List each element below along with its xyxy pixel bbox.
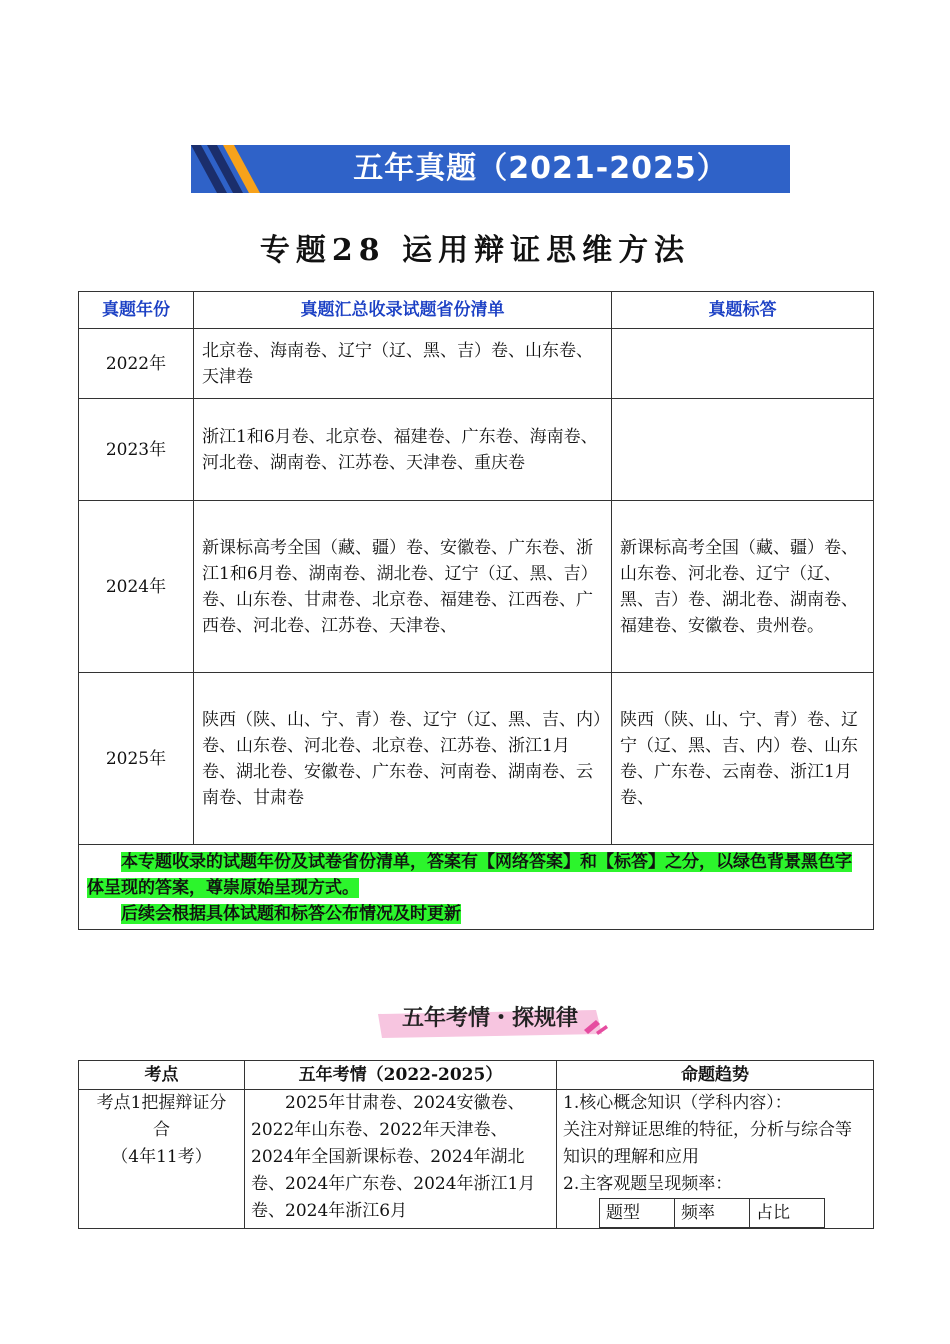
point-name: 考点1把握辩证分合	[96, 1093, 227, 1140]
trend-cell	[557, 1090, 874, 1229]
trend-line-2: 关注对辩证思维的特征，分析与综合等知识的理解和应用	[563, 1120, 852, 1167]
note-row	[79, 845, 874, 930]
table-header-row	[79, 1061, 874, 1090]
banner-title: 五年真题（2021-2025）	[353, 151, 728, 186]
header-year: 真题年份	[79, 292, 194, 329]
point-cell	[79, 1090, 245, 1229]
header-answer: 真题标答	[612, 292, 874, 329]
table-row	[79, 329, 874, 399]
table-row	[79, 501, 874, 673]
table-header-row	[79, 292, 874, 329]
answer-cell	[612, 399, 874, 501]
answer-cell	[612, 329, 874, 399]
header-point: 考点	[79, 1061, 245, 1090]
table-header-row	[600, 1199, 825, 1228]
list-cell: 新课标高考全国（藏、疆）卷、安徽卷、广东卷、浙江1和6月卷、湖南卷、湖北卷、辽宁（辽、黑、吉）卷、山东卷、甘肃卷、北京卷、福建卷、江西卷、广西卷、河北卷、江苏卷、天津卷、	[194, 501, 612, 673]
year-cell: 2024年	[79, 501, 194, 673]
year-cell: 2023年	[79, 399, 194, 501]
papers-table	[78, 291, 874, 930]
header-list: 真题汇总收录试题省份清单	[194, 292, 612, 329]
table-row	[79, 1090, 874, 1229]
note-text: 本专题收录的试题年份及试卷省份清单，答案有【网络答案】和【标答】之分，以绿色背景黑色字体呈现的答案，尊崇原始呈现方式。	[87, 852, 852, 898]
exam-trend-table	[78, 1060, 874, 1229]
trend-line-3: 2.主客观题呈现频率：	[563, 1174, 733, 1194]
banner	[191, 145, 790, 193]
list-cell: 浙江1和6月卷、北京卷、福建卷、广东卷、海南卷、河北卷、湖南卷、江苏卷、天津卷、重庆卷	[194, 399, 612, 501]
table-row	[79, 399, 874, 501]
year-cell: 2025年	[79, 673, 194, 845]
list-cell: 陕西（陕、山、宁、青）卷、辽宁（辽、黑、吉、内）卷、山东卷、河北卷、北京卷、江苏卷、浙江1月卷、湖北卷、安徽卷、广东卷、河南卷、湖南卷、云南卷、甘肃卷	[194, 673, 612, 845]
frequency-table	[599, 1198, 825, 1228]
header-trend: 命题趋势	[557, 1061, 874, 1090]
subtitle: 五年考情・探规律	[401, 1006, 578, 1031]
trend-line-1: 1.核心概念知识（学科内容）：	[563, 1093, 792, 1113]
header-type: 题型	[600, 1199, 675, 1228]
year-cell: 2022年	[79, 329, 194, 399]
table-row	[79, 673, 874, 845]
header-frequency: 频率	[675, 1199, 750, 1228]
header-history: 五年考情（2022-2025）	[245, 1061, 557, 1090]
update-note-text: 后续会根据具体试题和标答公布情况及时更新	[121, 904, 461, 924]
subtitle-badge	[370, 998, 610, 1040]
answer-cell: 新课标高考全国（藏、疆）卷、山东卷、河北卷、辽宁（辽、黑、吉）卷、湖北卷、湖南卷、福建卷、安徽卷、贵州卷。	[612, 501, 874, 673]
note-cell	[79, 845, 874, 930]
header-ratio: 占比	[750, 1199, 825, 1228]
answer-cell: 陕西（陕、山、宁、青）卷、辽宁（辽、黑、吉、内）卷、山东卷、广东卷、云南卷、浙江1月卷、	[612, 673, 874, 845]
history-cell: 2025年甘肃卷、2024安徽卷、2022年山东卷、2022年天津卷、2024年全国新课标卷、2024年湖北卷、2024年广东卷、2024年浙江1月卷、2024年浙江6月	[245, 1090, 557, 1229]
page-title: 专题28 运用辩证思维方法	[259, 233, 691, 268]
point-count: （4年11考）	[111, 1147, 212, 1167]
list-cell: 北京卷、海南卷、辽宁（辽、黑、吉）卷、山东卷、天津卷	[194, 329, 612, 399]
